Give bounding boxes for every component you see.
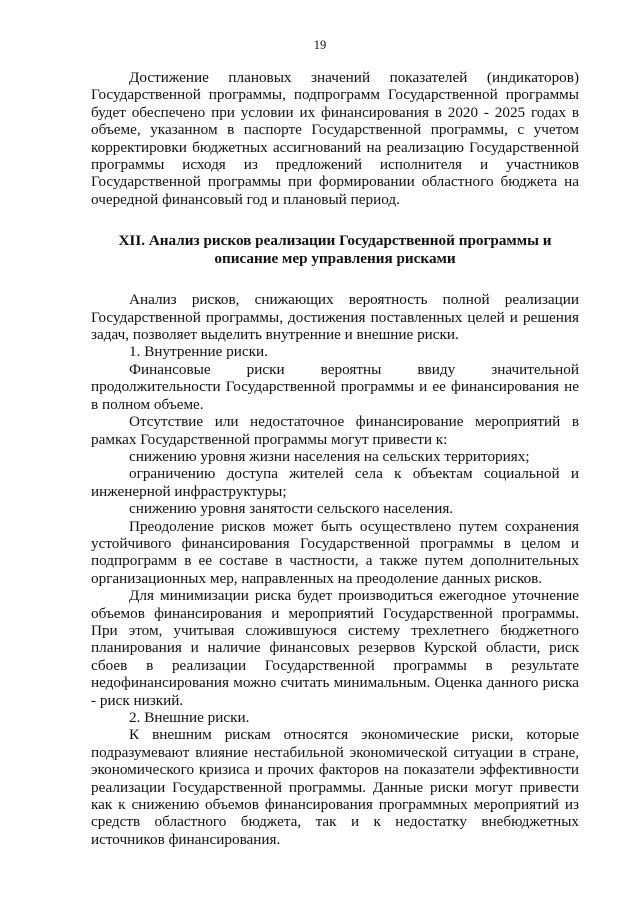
list-item-living-standards: снижению уровня жизни населения на сельских территориях; <box>129 447 530 465</box>
paragraph-risk-analysis: Анализ рисков, снижающих вероятность полной реализации Государственной программы, достижения поставленных целей и решения задач, позволяет выделить внутренние и внешние риски. <box>91 291 579 344</box>
page-number: 19 <box>313 38 327 52</box>
paragraph-insufficient-funding: Отсутствие или недостаточное финансирование мероприятий в рамках Государственной программы могут привести к: <box>91 413 579 448</box>
section-heading-line-2: описание мер управления рисками <box>214 250 456 268</box>
paragraph-economic-risks: К внешним рискам относятся экономические риски, которые подразумевают влияние нестабильной экономической ситуации в стране, экономического кризиса и прочих факторов на показатели эффективности реализации Государственной программы. Данные риски могут привести как к снижению объемов финансирования программных мероприятий из средств областного бюджета, так и к недостатку внебюджетных источников финансирования. <box>91 726 579 848</box>
paragraph-risk-minimization: Для минимизации риска будет производиться ежегодное уточнение объемов финансирования и мероприятий Государственной программы. При этом, учитывая сложившуюся систему трехлетнего бюджетного планирования и наличие финансовых резервов Курской области, риск сбоев в реализации Государственной программы в результате недофинансирования можно считать минимальным. Оценка данного риска - риск низкий. <box>91 587 579 709</box>
intro-paragraph: Достижение плановых значений показателей (индикаторов) Государственной программы, подпрограмм Государственной программы будет обеспечено при условии их финансирования в 2020 - 2025 годах в объеме, указанном в паспорте Государственной программы, с учетом корректировки бюджетных ассигнований на реализацию Государственной программы исходя из предложений исполнителя и участников Государственной программы при формировании областного бюджета на очередной финансовый год и плановый период. <box>91 69 579 208</box>
list-item-infrastructure-access: ограничению доступа жителей села к объектам социальной и инженерной инфраструктуры; <box>91 465 579 500</box>
paragraph-internal-risks-title: 1. Внутренние риски. <box>129 343 268 361</box>
list-item-employment: снижению уровня занятости сельского населения. <box>129 500 454 518</box>
document-body <box>91 69 579 848</box>
paragraph-external-risks-title: 2. Внешние риски. <box>129 709 250 726</box>
section-heading-line-1: XII. Анализ рисков реализации Государственной программы и <box>118 232 552 250</box>
paragraph-overcoming-risks: Преодоление рисков может быть осуществлено путем сохранения устойчивого финансирования Государственной программы в целом и подпрограмм в ее составе в частности, а также путем дополнительных организационных мер, направленных на преодоление данных рисков. <box>91 517 579 587</box>
section-heading <box>91 232 579 268</box>
paragraph-financial-risks: Финансовые риски вероятны ввиду значительной продолжительности Государственной программы и ее финансирования не в полном объеме. <box>91 360 579 413</box>
